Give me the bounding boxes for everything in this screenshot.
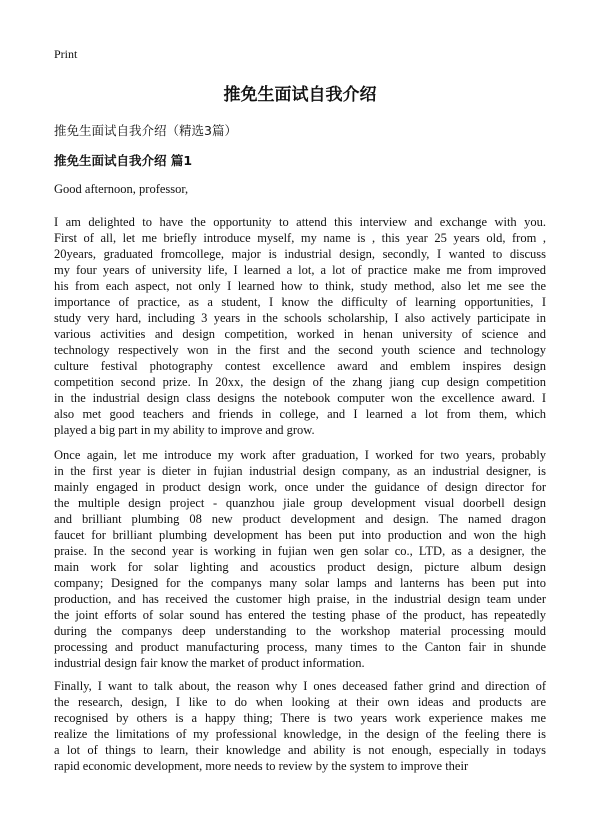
text-line: 20years, graduated fromcollege, major is industrial design, secondly, I wanted to discuss xyxy=(54,247,546,261)
paragraph-3 xyxy=(54,678,546,774)
text-line: during the companys deep understanding to the workshop material processing mould xyxy=(54,624,546,638)
text-line: First of all, let me briefly introduce myself, my name is , this year 25 years old, from , xyxy=(54,231,546,245)
text-line: I am delighted to have the opportunity to attend this interview and exchange with you. xyxy=(54,215,546,229)
text-line: my four years of university life, I learned a lot, a lot of practice make me from improved xyxy=(54,263,546,277)
text-line: in the first year is dieter in fujian industrial design company, as an industrial designer, is xyxy=(54,464,546,478)
text-line: production, and has received the customer high praise, in the industrial design team under xyxy=(54,592,546,606)
text-line: realize the limitations of my professional knowledge, in the design of the feeling there is xyxy=(54,727,546,741)
paragraph-text xyxy=(54,447,546,671)
text-line: industrial design fair know the market of product information. xyxy=(54,656,365,670)
text-line: main work for solar lighting and acoustics product design, picture album design xyxy=(54,560,546,574)
text-line: the joint efforts of solar sound has entered the testing phase of the product, has repeatedly xyxy=(54,608,546,622)
text-line: faucet for brilliant plumbing development has been put into production and won the high xyxy=(54,528,546,542)
page-title: 推免生面试自我介绍 xyxy=(223,85,377,105)
text-line: importance of practice, as a student, I know the difficulty of learning opportunities, I xyxy=(54,295,546,309)
text-line: Once again, let me introduce my work after graduation, I worked for two years, probably xyxy=(54,448,546,462)
text-line: Finally, I want to talk about, the reason why I ones deceased father grind and direction of xyxy=(54,679,546,693)
text-line: in the industrial design class designs the notebook computer won the excellence award. I xyxy=(54,391,546,405)
print-label: Print xyxy=(54,47,78,61)
text-line: a lot of things to learn, their knowledge and ability is not enough, especially in todays xyxy=(54,743,546,757)
text-line: recognised by others is a happy thing; There is two years work experience makes me xyxy=(54,711,546,725)
text-line: study very hard, including 3 years in the schools scholarship, I also actively participate in xyxy=(54,311,546,325)
paragraph-text xyxy=(54,678,546,774)
text-line: technology respectively won in the first and the second youth science and technology xyxy=(54,343,546,357)
text-line: rapid economic development, more needs to review by the system to improve their xyxy=(54,759,469,773)
text-line: the multiple design project - quanzhou jiale group development visual doorbell design xyxy=(54,496,546,510)
paragraph-text xyxy=(54,214,546,438)
text-line: company; Designed for the companys many solar lamps and lanterns has been put into xyxy=(54,576,546,590)
text-line: and brilliant plumbing 08 new product development and design. The named dragon xyxy=(54,512,546,526)
document-subtitle: 推免生面试自我介绍（精选3篇） xyxy=(54,123,237,138)
text-line: the research, design, I like to do when looking at their own ideas and products are xyxy=(54,695,546,709)
paragraph-2 xyxy=(54,447,546,671)
greeting-line: Good afternoon, professor, xyxy=(54,182,189,196)
text-line: his from each aspect, not only I learned how to think, study method, also let me see the xyxy=(54,279,546,293)
text-line: processing and product manufacturing process, many times to the Canton fair in shunde xyxy=(54,640,546,654)
section-heading: 推免生面试自我介绍 篇1 xyxy=(54,153,193,168)
paragraph-1 xyxy=(54,214,546,438)
text-line: culture festival photography contest excellence award and emblem inspires design xyxy=(54,359,546,373)
text-line: also met good teachers and friends in college, and I learned a lot from them, which xyxy=(54,407,546,421)
text-line: played a big part in my ability to improve and grow. xyxy=(54,423,315,437)
text-line: various activities and design competition, worked in henan university of science and xyxy=(54,327,546,341)
text-line: mainly engaged in product design work, once under the guidance of design director for xyxy=(54,480,546,494)
text-line: praise. In the second year is working in fujian wen gen solar co., LTD, as a designer, the xyxy=(54,544,546,558)
text-line: competition second prize. In 20xx, the design of the zhang jiang cup design competition xyxy=(54,375,546,389)
